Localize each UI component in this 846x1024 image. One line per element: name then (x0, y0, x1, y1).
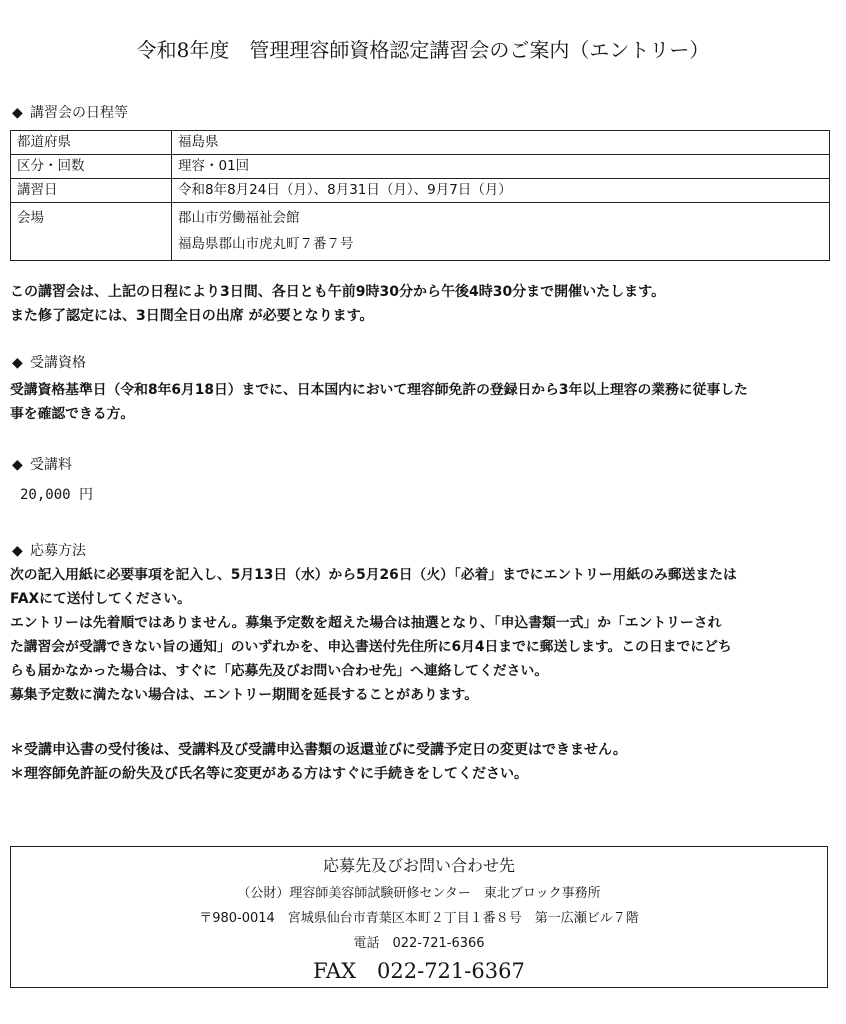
contact-org: （公財）理容師美容師試験研修センター 東北ブロック事務所 (237, 886, 601, 901)
contact-fax: FAX 022-721-6367 (313, 959, 525, 983)
venue-address: 福島県郡山市虎丸町７番７号 (178, 236, 354, 252)
table-label: 講習日 (11, 179, 172, 203)
section-application-heading: ◆ 応募方法 (12, 543, 86, 559)
table-row (11, 179, 830, 203)
page-title: 令和8年度 管理理容師資格認定講習会のご案内（エントリー） (136, 38, 710, 62)
section-schedule-heading: ◆ 講習会の日程等 (12, 105, 128, 121)
table-label: 会場 (11, 203, 172, 261)
table-row (11, 203, 830, 261)
application-text: 次の記入用紙に必要事項を記入し、5月13日（水）から5月26日（火）「必着」までにエントリー用紙のみ郵送または FAXにて送付してください。 エントリーは先着順ではありません。募集予定数を超えた場合は抽選となり、「申込書類一式」か「エントリーされ た講習会が受講できない旨の通知」のいずれかを、申込書送付先住所に6月4日までに郵送します。この日までにどち らも届かなかった場合は、すぐに「応募先及びお問い合わせ先」へ連絡してください。 募集予定数に満たない場合は、エントリー期間を延長することがあります。 (10, 567, 737, 703)
section-fee-heading: ◆ 受講料 (12, 457, 72, 473)
table-value: 福島県 (172, 131, 830, 155)
contact-phone: 電話 022-721-6366 (353, 936, 485, 951)
table-row (11, 155, 830, 179)
notes: ＊受講申込書の受付後は、受講料及び受講申込書類の返還並びに受講予定日の変更はできません。 ＊理容師免許証の紛失及び氏名等に変更がある方はすぐに手続きをしてください。 (10, 742, 627, 782)
schedule-notes: この講習会は、上記の日程により3日間、各日とも午前9時30分から午後4時30分まで開催いたします。 また修了認定には、3日間全日の出席 が必要となります。 (10, 284, 666, 324)
table-label: 都道府県 (11, 131, 172, 155)
schedule-table (10, 130, 830, 261)
diamond-icon: ◆ (12, 457, 23, 473)
table-value: 理容・01回 (172, 155, 830, 179)
section-eligibility-heading: ◆ 受講資格 (12, 355, 86, 371)
diamond-icon: ◆ (12, 105, 23, 121)
table-value: 令和8年8月24日（月）、8月31日（月）、9月7日（月） (172, 179, 830, 203)
venue-name: 郡山市労働福祉会館 (178, 210, 300, 226)
table-value (172, 203, 830, 261)
fee-amount: 20,000 円 (20, 487, 94, 503)
table-label: 区分・回数 (11, 155, 172, 179)
table-row (11, 131, 830, 155)
contact-box (10, 846, 828, 988)
eligibility-text: 受講資格基準日（令和8年6月18日）までに、日本国内において理容師免許の登録日から3年以上理容の業務に従事した 事を確認できる方。 (10, 382, 748, 422)
contact-heading: 応募先及びお問い合わせ先 (322, 856, 515, 875)
contact-address: 〒980-0014 宮城県仙台市青葉区本町２丁目１番８号 第一広瀬ビル７階 (199, 911, 639, 926)
diamond-icon: ◆ (12, 355, 23, 371)
diamond-icon: ◆ (12, 543, 23, 559)
